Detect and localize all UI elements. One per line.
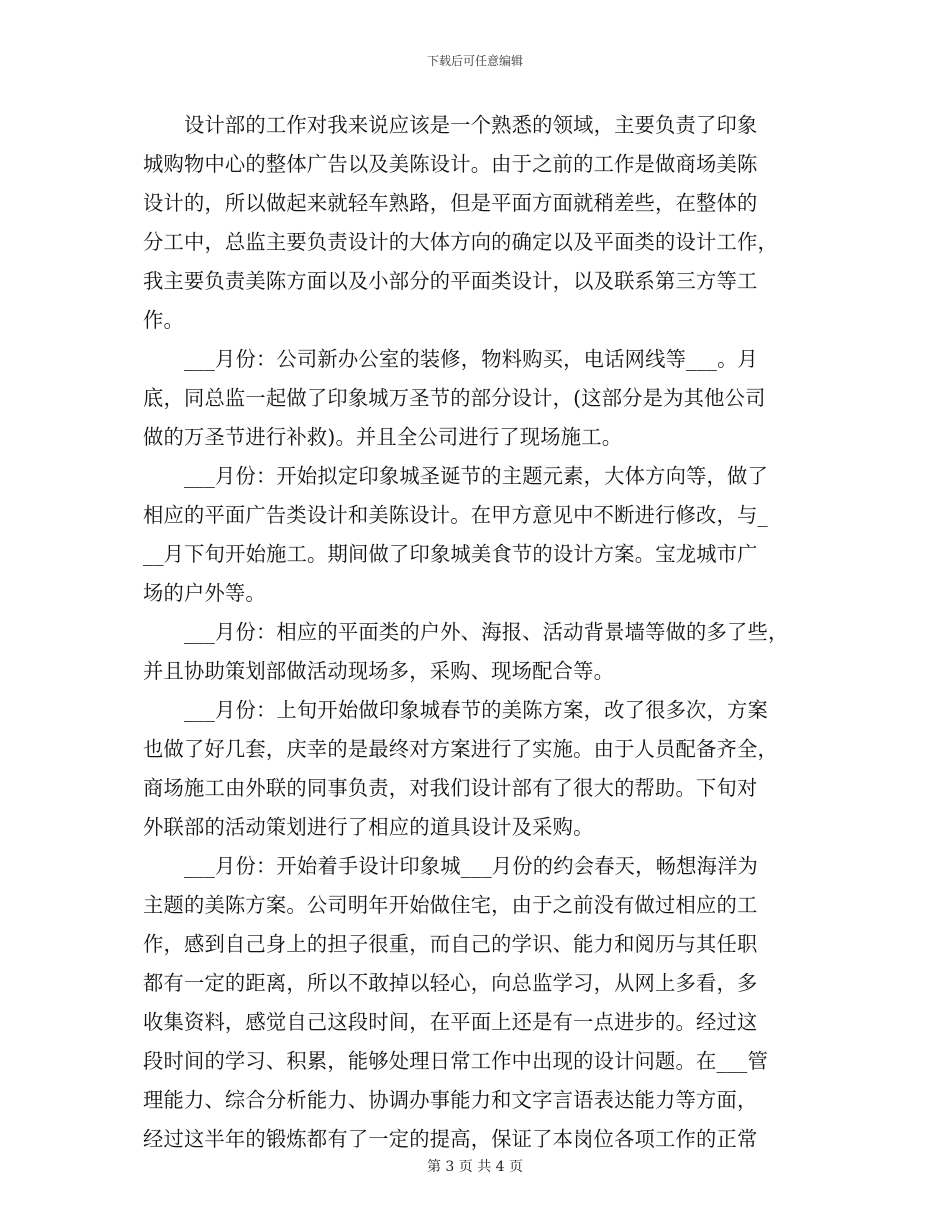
text-line: 底，同总监一起做了印象城万圣节的部分设计，(这部分是为其他公司 — [143, 386, 766, 410]
text-line: 做的万圣节进行补救)。并且全公司进行了现场施工。 — [143, 425, 623, 449]
text-line: 城购物中心的整体广告以及美陈设计。由于之前的工作是做商场美陈 — [143, 152, 758, 176]
text-line: 设计的，所以做起来就轻车熟路，但是平面方面就稍差些，在整体的 — [143, 191, 758, 215]
text-line: 也做了好几套，庆幸的是最终对方案进行了实施。由于人员配备齐全， — [143, 737, 778, 761]
text-line: ___月份：开始着手设计印象城___月份的约会春天，畅想海洋为 — [143, 854, 759, 878]
page-header: 下载后可任意编辑 — [426, 54, 523, 68]
text-line: 场的户外等。 — [143, 581, 266, 605]
text-line: 收集资料，感觉自己这段时间，在平面上还是有一点进步的。经过这 — [143, 1010, 758, 1034]
text-line: ___月份：上旬开始做印象城春节的美陈方案，改了很多次，方案 — [143, 698, 768, 722]
text-line: 相应的平面广告类设计和美陈设计。在甲方意见中不断进行修改，与_ — [143, 503, 768, 527]
text-line: 分工中，总监主要负责设计的大体方向的确定以及平面类的设计工作， — [143, 230, 778, 254]
text-line: ___月份：公司新办公室的装修，物料购买，电话网线等___。月 — [143, 347, 759, 371]
page-footer: 第 3 页 共 4 页 — [426, 1159, 524, 1175]
text-line: 设计部的工作对我来说应该是一个熟悉的领域，主要负责了印象 — [143, 113, 758, 137]
text-line: ___月份：相应的平面类的户外、海报、活动背景墙等做的多了些， — [143, 620, 789, 644]
text-line: 我主要负责美陈方面以及小部分的平面类设计，以及联系第三方等工 — [143, 269, 758, 293]
text-line: 作。 — [143, 308, 184, 332]
document-body — [143, 106, 803, 1159]
text-line: ___月份：开始拟定印象城圣诞节的主题元素，大体方向等，做了 — [143, 464, 768, 488]
text-line: 主题的美陈方案。公司明年开始做住宅，由于之前没有做过相应的工 — [143, 893, 758, 917]
text-line: 作，感到自己身上的担子很重，而自己的学识、能力和阅历与其任职 — [143, 932, 758, 956]
text-line: 理能力、综合分析能力、协调办事能力和文字言语表达能力等方面， — [143, 1088, 758, 1112]
text-line: 商场施工由外联的同事负责，对我们设计部有了很大的帮助。下旬对 — [143, 776, 758, 800]
text-line: 外联部的活动策划进行了相应的道具设计及采购。 — [143, 815, 594, 839]
text-line: __月下旬开始施工。期间做了印象城美食节的设计方案。宝龙城市广 — [143, 542, 758, 566]
text-line: 段时间的学习、积累，能够处理日常工作中出现的设计问题。在___管 — [143, 1049, 768, 1073]
text-line: 经过这半年的锻炼都有了一定的提高，保证了本岗位各项工作的正常 — [143, 1127, 758, 1151]
text-line: 都有一定的距离，所以不敢掉以轻心，向总监学习，从网上多看，多 — [143, 971, 758, 995]
text-line: 并且协助策划部做活动现场多，采购、现场配合等。 — [143, 659, 615, 683]
